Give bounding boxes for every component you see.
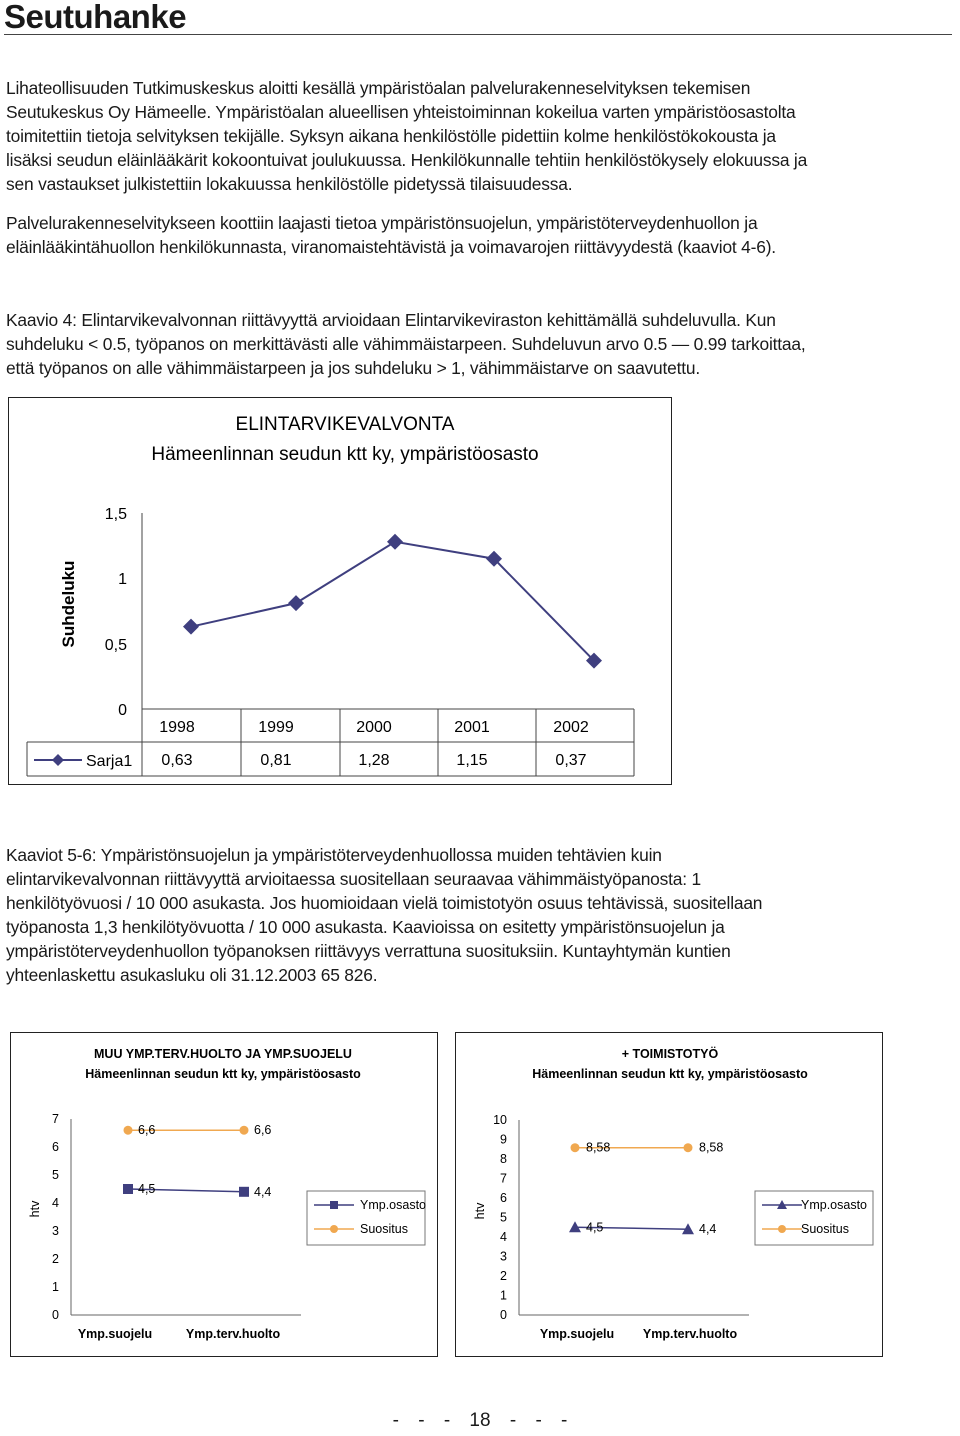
chart5-title: MUU YMP.TERV.HUOLTO JA YMP.SUOJELU — [94, 1047, 352, 1061]
chart4-category-label: 1998 — [159, 719, 195, 736]
series-line — [191, 542, 594, 661]
chart4-ytick: 0,5 — [104, 637, 127, 654]
data-point — [183, 619, 199, 635]
ytick-label: 0 — [52, 1308, 59, 1322]
chart4-legend-diamond — [52, 754, 64, 766]
data-point — [387, 534, 403, 550]
data-label: 8,58 — [586, 1140, 611, 1155]
page-heading: Seutuhanke — [4, 0, 187, 35]
data-point — [684, 1143, 693, 1152]
chart5-legend-circle — [330, 1225, 338, 1233]
ytick-label: 3 — [500, 1249, 507, 1264]
page-number: - - - 18 - - - — [392, 1410, 568, 1431]
ytick-label: 0 — [500, 1308, 507, 1322]
chart6-legend-label: Ymp.osasto — [801, 1198, 868, 1212]
chart4-legend-label: Sarja1 — [86, 753, 133, 770]
text-line: Seutukeskus Oy Hämeelle. Ympäristöalan alueellisen yhteistoiminnan kokeilua varten ympäristöosastolta — [6, 102, 796, 122]
chart4-ytick: 1,5 — [104, 506, 127, 523]
data-label: 4,5 — [586, 1220, 604, 1235]
chart4-category-label: 2001 — [454, 719, 490, 736]
chart5-category-label: Ymp.terv.huolto — [185, 1327, 281, 1341]
chart5-category-label: Ymp.suojelu — [77, 1327, 153, 1341]
chart6-title: + TOIMISTOTYÖ — [621, 1047, 719, 1061]
chart4-ytick: 0 — [118, 702, 127, 719]
chart5-legend-label: Suositus — [360, 1222, 408, 1236]
data-label: 4,4 — [699, 1222, 717, 1237]
text-line: lisäksi seudun eläinlääkärit kokoontuivat joulukuussa. Henkilökunnalle tehtiin henkilöstökysely elokuussa ja — [6, 150, 808, 170]
chart6-legend-circle — [778, 1225, 786, 1233]
survey-paragraph — [6, 211, 956, 259]
data-label: 4,5 — [138, 1182, 156, 1196]
text-line: eläinlääkintähuollon henkilökunnasta, viranomaistehtävistä ja voimavarojen riittävyydestä (kaaviot 4-6). — [6, 237, 776, 257]
data-point — [240, 1126, 249, 1135]
data-label: 6,6 — [254, 1123, 272, 1138]
data-label: 8,58 — [699, 1140, 724, 1155]
text-line: toimitettiin tietoja selvityksen tekijälle. Syksyn aikana henkilöstölle pidettiin kolme henkilöstökokousta ja — [6, 126, 776, 146]
chart4-svg — [9, 398, 671, 784]
text-line: Palvelurakenneselvitykseen koottiin laajasti tietoa ympäristönsuojelun, ympäristöterveydenhuollon ja — [6, 213, 758, 233]
text-line: suhdeluku < 0.5, työpanos on merkittävästi alle vähimmäistarpeen. Suhdeluvun arvo 0.5 — 0.99 tarkoittaa, — [6, 334, 806, 354]
chart-elintarvikevalvonta — [8, 397, 672, 785]
ytick-label: 1 — [52, 1280, 59, 1294]
data-point — [239, 1187, 249, 1197]
ytick-label: 3 — [52, 1224, 59, 1238]
chart4-value-label: 0,37 — [555, 752, 587, 769]
chart5-legend-label: Ymp.osasto — [360, 1198, 427, 1212]
chart4-category-label: 2000 — [356, 719, 392, 736]
ytick-label: 6 — [52, 1140, 59, 1154]
text-line: ympäristöterveydenhuollon työpanoksen riittävyys verrattuna suosituksiin. Kuntayhtymän kuntien — [6, 941, 731, 961]
chart4-value-label: 1,28 — [358, 752, 390, 769]
text-line: sen vastaukset julkistettiin lokakuussa henkilöstölle pidetyssä tilaisuudessa. — [6, 174, 573, 194]
ytick-label: 6 — [500, 1191, 507, 1205]
text-line: elintarvikevalvonnan riittävyyttä arvioitaessa suositellaan seuraavaa vähimmäistyöpanosta: 1 — [6, 869, 701, 889]
chart6-svg — [456, 1033, 882, 1356]
chart4-value-label: 1,15 — [456, 752, 488, 769]
ytick-label: 4 — [52, 1196, 59, 1210]
ytick-label: 9 — [500, 1132, 507, 1147]
ytick-label: 2 — [500, 1269, 507, 1283]
chart4-title: ELINTARVIKEVALVONTA — [235, 414, 455, 435]
data-point — [288, 595, 304, 611]
data-point — [124, 1126, 133, 1135]
chart6-legend-label: Suositus — [801, 1222, 849, 1236]
chart5-yticks — [52, 1112, 59, 1322]
chart4-series — [183, 534, 602, 669]
text-line: työpanosta 1,3 henkilötyövuotta / 10 000 asukasta. Kaavioissa on esitetty ympäristönsuojelun ja — [6, 917, 725, 937]
intro-paragraph — [6, 76, 956, 196]
ytick-label: 4 — [500, 1230, 507, 1244]
ytick-label: 5 — [52, 1168, 59, 1182]
ytick-label: 7 — [500, 1171, 507, 1186]
chart6-yticks — [493, 1113, 507, 1322]
chart6-category-label: Ymp.terv.huolto — [642, 1327, 738, 1341]
text-line: henkilötyövuosi / 10 000 asukasta. Jos huomioidaan vielä toimistotyön osuus tehtävissä, suositellaan — [6, 893, 763, 913]
chart5-ylabel: htv — [28, 1200, 42, 1218]
charts56-caption — [6, 843, 956, 987]
chart5-series — [123, 1123, 271, 1199]
chart6-category-label: Ymp.suojelu — [539, 1327, 615, 1341]
chart4-ytick: 1 — [118, 571, 127, 588]
chart-toimistotyo — [455, 1032, 883, 1357]
chart4-ylabel: Suhdeluku — [59, 560, 78, 648]
chart4-value-label: 0,63 — [161, 752, 193, 769]
ytick-label: 10 — [493, 1113, 507, 1127]
text-line: Lihateollisuuden Tutkimuskeskus aloitti kesällä ympäristöalan palvelurakenneselvityksen tekemisen — [6, 78, 751, 98]
chart4-caption — [6, 308, 956, 380]
chart6-series — [569, 1141, 723, 1237]
chart5-svg — [11, 1033, 437, 1356]
chart-muu-ymp-terv-huolto — [10, 1032, 438, 1357]
ytick-label: 1 — [500, 1288, 507, 1303]
chart6-ylabel: htv — [473, 1202, 487, 1220]
text-line: Kaaviot 5-6: Ympäristönsuojelun ja ympäristöterveydenhuollossa muiden tehtävien kuin — [6, 845, 662, 865]
ytick-label: 8 — [500, 1152, 507, 1166]
text-line: että työpanos on alle vähimmäistarpeen ja jos suhdeluku > 1, vähimmäistarve on saavutettu. — [6, 358, 700, 378]
chart5-legend-square — [330, 1201, 338, 1209]
ytick-label: 2 — [52, 1252, 59, 1266]
data-point — [571, 1143, 580, 1152]
text-line: yhteenlaskettu asukasluku oli 31.12.2003 65 826. — [6, 965, 378, 985]
ytick-label: 7 — [52, 1112, 59, 1126]
data-point — [123, 1184, 133, 1194]
ytick-label: 5 — [500, 1210, 507, 1225]
chart5-subtitle: Hämeenlinnan seudun ktt ky, ympäristöosasto — [85, 1067, 361, 1081]
chart4-category-label: 2002 — [553, 719, 589, 736]
heading-rule — [4, 34, 952, 35]
chart4-value-label: 0,81 — [260, 752, 292, 769]
text-line: Kaavio 4: Elintarvikevalvonnan riittävyyttä arvioidaan Elintarvikeviraston kehittämällä suhdeluvulla. Kun — [6, 310, 776, 330]
chart6-subtitle: Hämeenlinnan seudun ktt ky, ympäristöosasto — [532, 1067, 808, 1081]
chart4-subtitle: Hämeenlinnan seudun ktt ky, ympäristöosasto — [151, 444, 539, 465]
chart4-category-label: 1999 — [258, 719, 294, 736]
data-label: 4,4 — [254, 1184, 272, 1199]
data-label: 6,6 — [138, 1123, 156, 1138]
